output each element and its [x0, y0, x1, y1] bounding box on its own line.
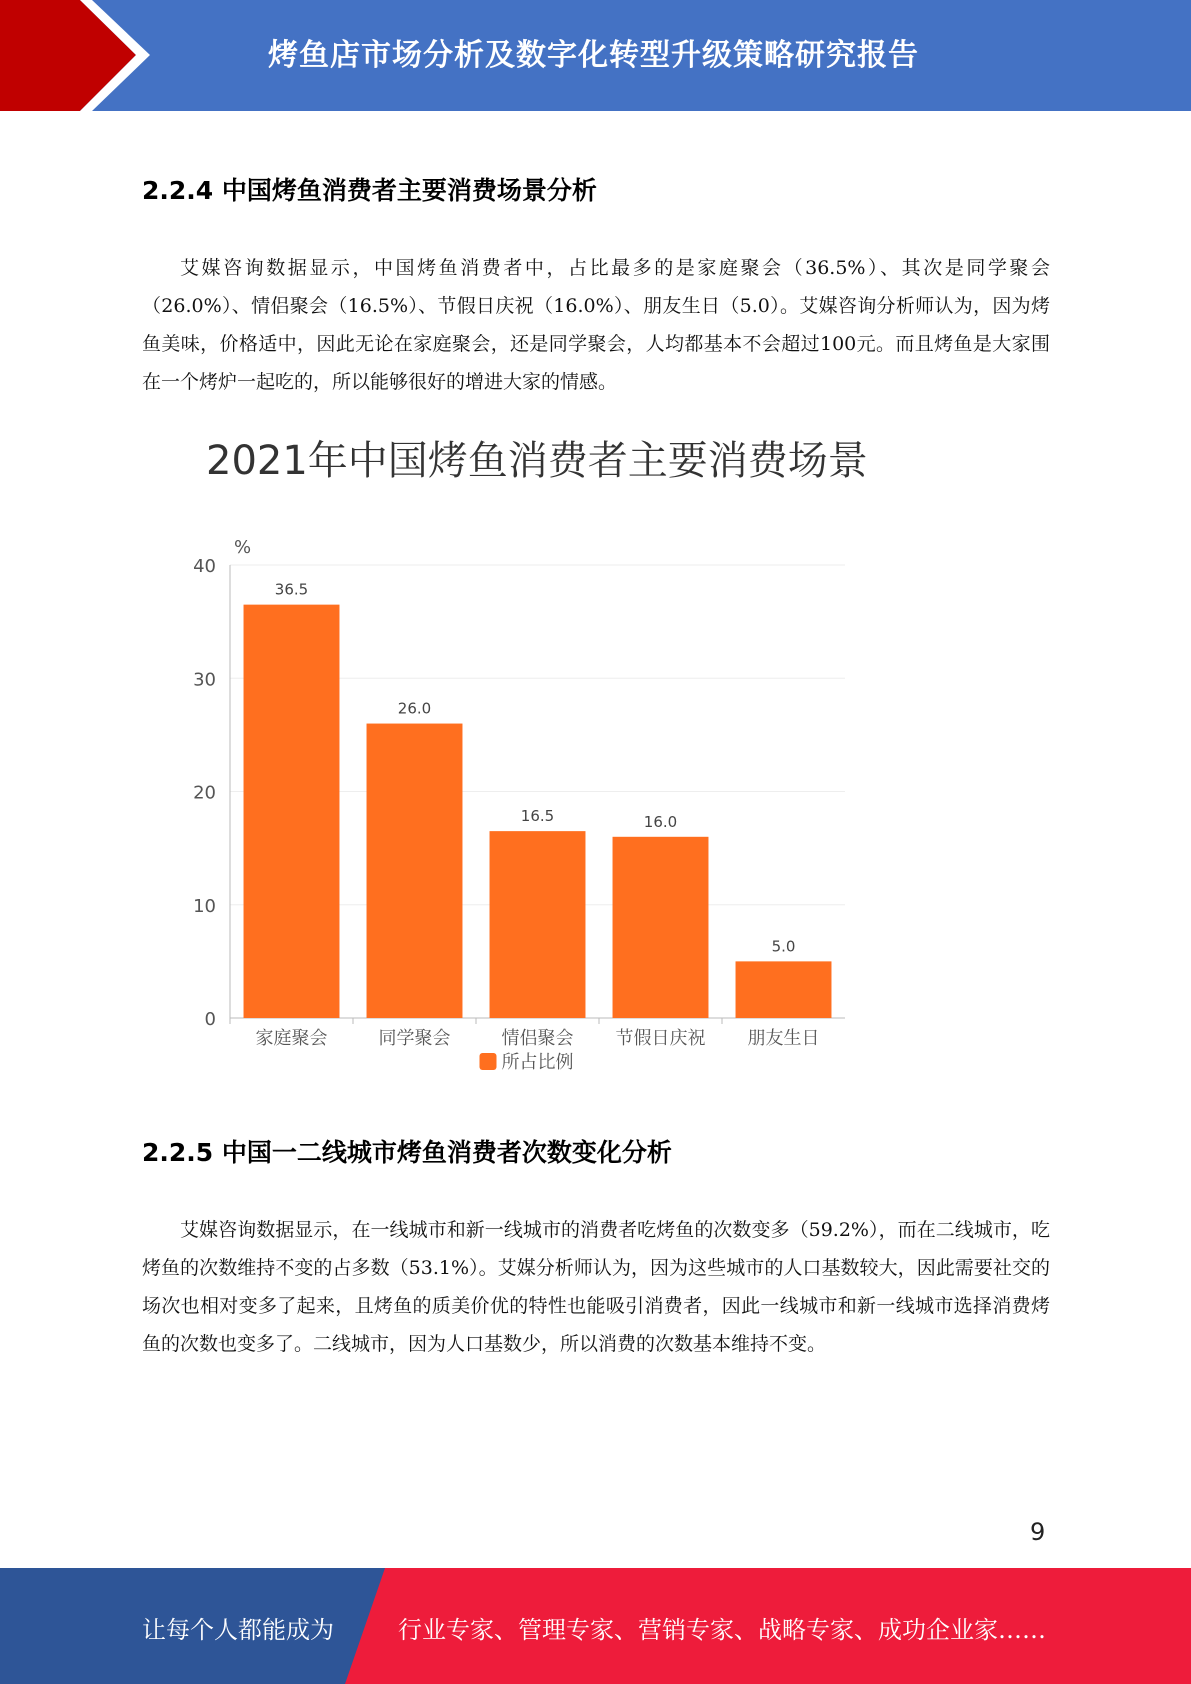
chart-data-label: 16.5 [520, 807, 555, 826]
chart-bar [490, 831, 586, 1018]
page-header [0, 0, 1191, 111]
section-heading-city-frequency: 2.2.5 中国一二线城市烤鱼消费者次数变化分析 [142, 1138, 672, 1167]
chart-data-label: 36.5 [274, 580, 309, 599]
chart-x-tick-label: 朋友生日 [747, 1028, 820, 1049]
chart-x-tick-label: 家庭聚会 [255, 1028, 328, 1049]
chart-title: 2021年中国烤鱼消费者主要消费场景 [206, 438, 868, 484]
header-title: 烤鱼店市场分析及数字化转型升级策略研究报告 [268, 38, 919, 73]
chart-bar [367, 724, 463, 1018]
chart-y-tick-label: 30 [193, 669, 216, 691]
chart-y-tick-label: 40 [193, 556, 216, 577]
section-paragraph-consumption-scenes: 艾媒咨询数据显示，中国烤鱼消费者中，占比最多的是家庭聚会（36.5%）、其次是同学聚会（26.0%）、情侣聚会（16.5%）、节假日庆祝（16.0%）、朋友生日（5.0）。艾媒咨询分析师认为，因为烤鱼美味，价格适中，因此无论在家庭聚会，还是同学聚会，人均都基本不会超过100元。而且烤鱼是大家围在一个烤炉一起吃的，所以能够很好的增进大家的情感。 [142, 257, 1050, 393]
chart-data-label: 16.0 [643, 812, 678, 831]
bar-chart-consumption-scenes [180, 430, 880, 1090]
chart-y-tick-label: 20 [193, 782, 216, 804]
footer-slogan-right: 行业专家、管理专家、营销专家、战略专家、成功企业家…… [398, 1616, 1046, 1644]
chart-legend-label: 所占比例 [501, 1052, 574, 1073]
chart-x-tick-label: 情侣聚会 [501, 1028, 574, 1049]
chart-bar [244, 605, 340, 1018]
chart-data-label: 5.0 [771, 937, 796, 956]
chart-legend-swatch [480, 1053, 497, 1070]
chart-data-label: 26.0 [397, 699, 432, 718]
chart-x-tick-label: 节假日庆祝 [615, 1028, 706, 1049]
section-heading-consumption-scenes: 2.2.4 中国烤鱼消费者主要消费场景分析 [142, 176, 597, 205]
section-paragraph-city-frequency: 艾媒咨询数据显示，在一线城市和新一线城市的消费者吃烤鱼的次数变多（59.2%），而在二线城市，吃烤鱼的次数维持不变的占多数（53.1%）。艾媒分析师认为，因为这些城市的人口基数较大，因此需要社交的场次也相对变多了起来，且烤鱼的质美价优的特性也能吸引消费者，因此一线城市和新一线城市选择消费烤鱼的次数也变多了。二线城市，因为人口基数少，所以消费的次数基本维持不变。 [142, 1219, 1050, 1355]
footer-slogan-left: 让每个人都能成为 [142, 1616, 334, 1644]
chart-y-unit-label: % [234, 537, 252, 558]
chart-bar [736, 961, 832, 1018]
chart-canvas [180, 430, 880, 1090]
chart-bar [613, 837, 709, 1018]
chart-x-tick-label: 同学聚会 [378, 1028, 451, 1049]
page-footer [0, 1568, 1191, 1684]
chart-y-tick-label: 10 [193, 895, 216, 917]
page-number: 9 [1030, 1518, 1046, 1546]
chart-y-tick-label: 0 [204, 1009, 216, 1030]
